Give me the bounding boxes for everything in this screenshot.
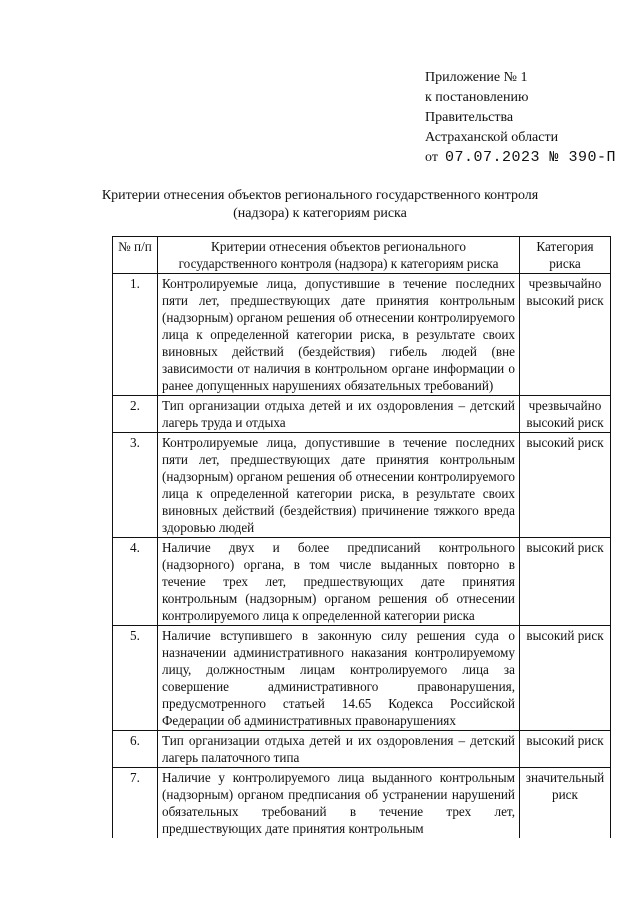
row-category: высокий риск — [520, 433, 611, 538]
table-row — [113, 731, 611, 768]
row-category: значительный риск — [520, 768, 611, 839]
criteria-table — [112, 236, 611, 838]
table-header-row — [113, 237, 611, 274]
row-num: 6. — [113, 731, 158, 768]
row-criteria: Тип организации отдыха детей и их оздоровления – детский лагерь палаточного типа — [158, 731, 520, 768]
appendix-line-1: Приложение № 1 — [425, 70, 528, 85]
header-criteria: Критерии отнесения объектов регионального государственного контроля (надзора) к категориям риска — [158, 237, 520, 274]
table-row — [113, 396, 611, 433]
table-row — [113, 626, 611, 731]
row-num: 1. — [113, 274, 158, 396]
row-category: высокий риск — [520, 626, 611, 731]
title-line-1: Критерии отнесения объектов регионального государственного контроля — [101, 188, 539, 203]
table-row — [113, 274, 611, 396]
title-line-2: (надзора) к категориям риска — [233, 206, 407, 221]
row-category: высокий риск — [520, 538, 611, 626]
row-criteria: Наличие двух и более предписаний контрольного (надзорного) органа, в том числе выданных повторно в течение трех лет, предшествующих дате принятия контрольным (надзорным) органом решения об отнесении контролируемого лица к определенной категории риска — [158, 538, 520, 626]
row-category: высокий риск — [520, 731, 611, 768]
header-category: Категория риска — [520, 237, 611, 274]
row-criteria: Наличие у контролируемого лица выданного контрольным (надзорным) органом предписания об устранении нарушений обязательных требований в течение трех лет, предшествующих дате принятия контрольным — [158, 768, 520, 839]
row-criteria: Контролируемые лица, допустившие в течение последних пяти лет, предшествующих дате принятия контрольным (надзорным) органом решения об отнесении контролируемого лица к определенной категории риска, в результате своих виновных действий (бездействия) причинение тяжкого вреда здоровью людей — [158, 433, 520, 538]
row-num: 4. — [113, 538, 158, 626]
header-num: № п/п — [113, 237, 158, 274]
row-num: 7. — [113, 768, 158, 839]
row-category: чрезвычайно высокий риск — [520, 396, 611, 433]
appendix-block — [425, 68, 616, 168]
appendix-line-2: к постановлению — [425, 90, 529, 105]
appendix-date-line — [425, 148, 616, 168]
row-num: 2. — [113, 396, 158, 433]
row-criteria: Тип организации отдыха детей и их оздоровления – детский лагерь труда и отдыха — [158, 396, 520, 433]
row-criteria: Контролируемые лица, допустившие в течение последних пяти лет, предшествующих дате принятия контрольным (надзорным) органом решения об отнесении контролируемого лица к определенной категории риска, в результате своих виновных действий (бездействия) гибель людей (вне зависимости от наличия в контрольном органе информации о ранее допущенных нарушениях обязательных требований) — [158, 274, 520, 396]
row-category: чрезвычайно высокий риск — [520, 274, 611, 396]
row-criteria: Наличие вступившего в законную силу решения суда о назначении административного наказания контролируемому лицу, должностным лицам контролируемого лица за совершение административного правонарушения, предусмотренного статьей 14.65 Кодекса Российской Федерации об административных правонарушениях — [158, 626, 520, 731]
table-row — [113, 433, 611, 538]
appendix-date-value: 07.07.2023 № 390-П — [444, 149, 616, 166]
document-title — [100, 187, 540, 223]
table-row — [113, 538, 611, 626]
table-row — [113, 768, 611, 839]
row-num: 5. — [113, 626, 158, 731]
appendix-date-prefix: от — [425, 150, 438, 165]
appendix-line-4: Астраханской области — [425, 130, 559, 145]
row-num: 3. — [113, 433, 158, 538]
appendix-line-3: Правительства — [425, 110, 514, 125]
